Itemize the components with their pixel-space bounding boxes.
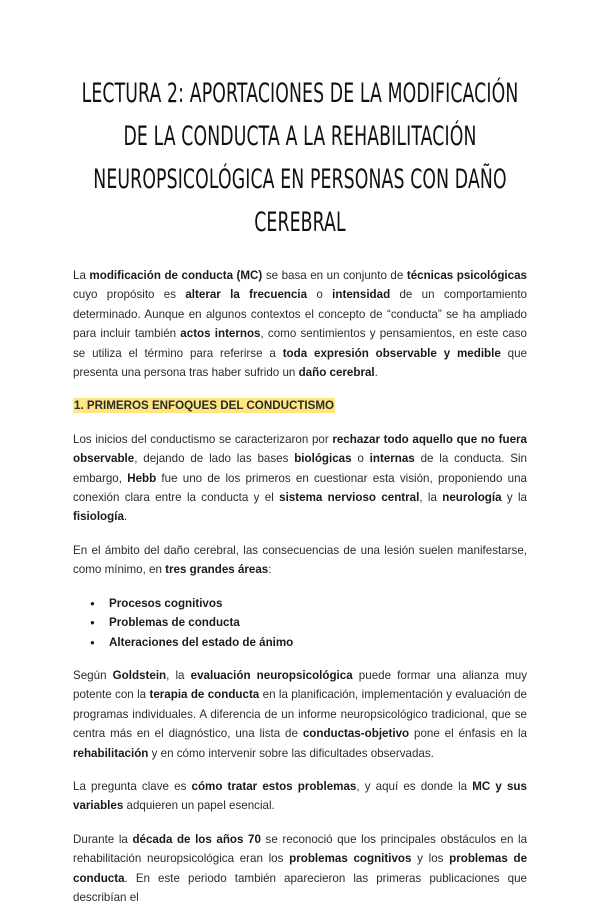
list-item: ● Procesos cognitivos [90,594,527,613]
document-body [73,266,527,907]
paragraph-seventies: Durante la década de los años 70 se reconoció que los principales obstáculos en la rehabilitación neuropsicológica eran los problemas cognitivos y los problemas de conducta. En este periodo también aparecieron las primeras publicaciones que describían el [73,832,528,904]
list-item: ● Alteraciones del estado de ánimo [90,633,527,652]
paragraph-goldstein: Según Goldstein, la evaluación neuropsicológica puede formar una alianza muy potente con la terapia de conducta en la planificación, implementación y evaluación de programas individuales. A diferencia de un informe neuropsicológico tradicional, que se centra más en el diagnóstico, una lista de conductas-objetivo pone el énfasis en la rehabilitación y en cómo intervenir sobre las dificultades observadas. [73,668,528,760]
highlighted-heading: 1. PRIMEROS ENFOQUES DEL CONDUCTISMO [74,399,335,413]
paragraph-key-question: La pregunta clave es cómo tratar estos problemas, y aquí es donde la MC y sus variables adquieren un papel esencial. [73,779,527,813]
paragraph-behaviorism: Los inicios del conductismo se caracterizaron por rechazar todo aquello que no fuera observable, dejando de lado las bases biológicas o internas de la conducta. Sin embargo, Hebb fue uno de los primeros en cuestionar esta visión, proponiendo una conexión clara entre la conducta y el sistema nervioso central, la neurología y la fisiología. [73,432,528,524]
list-item: ● Problemas de conducta [90,613,527,632]
document-title: LECTURA 2: APORTACIONES DE LA MODIFICACIÓN DE LA CONDUCTA A LA REHABILITACIÓN NEUROPSICOLÓGICA EN PERSONAS CON DAÑO CEREBRAL [81,78,519,238]
section-heading [73,396,527,415]
areas-list [73,594,527,652]
paragraph-areas: En el ámbito del daño cerebral, las consecuencias de una lesión suelen manifestarse, como mínimo, en tres grandes áreas: [73,543,527,577]
paragraph-intro: La modificación de conducta (MC) se basa en un conjunto de técnicas psicológicas cuyo propósito es alterar la frecuencia o intensidad de un comportamiento determinado. Aunque en algunos contextos el concepto de “conducta” se ha ampliado para incluir también actos internos, como sentimientos y pensamientos, en este caso se utiliza el término para referirse a toda expresión observable y medible que presenta una persona tras haber sufrido un daño cerebral. [73,269,527,380]
